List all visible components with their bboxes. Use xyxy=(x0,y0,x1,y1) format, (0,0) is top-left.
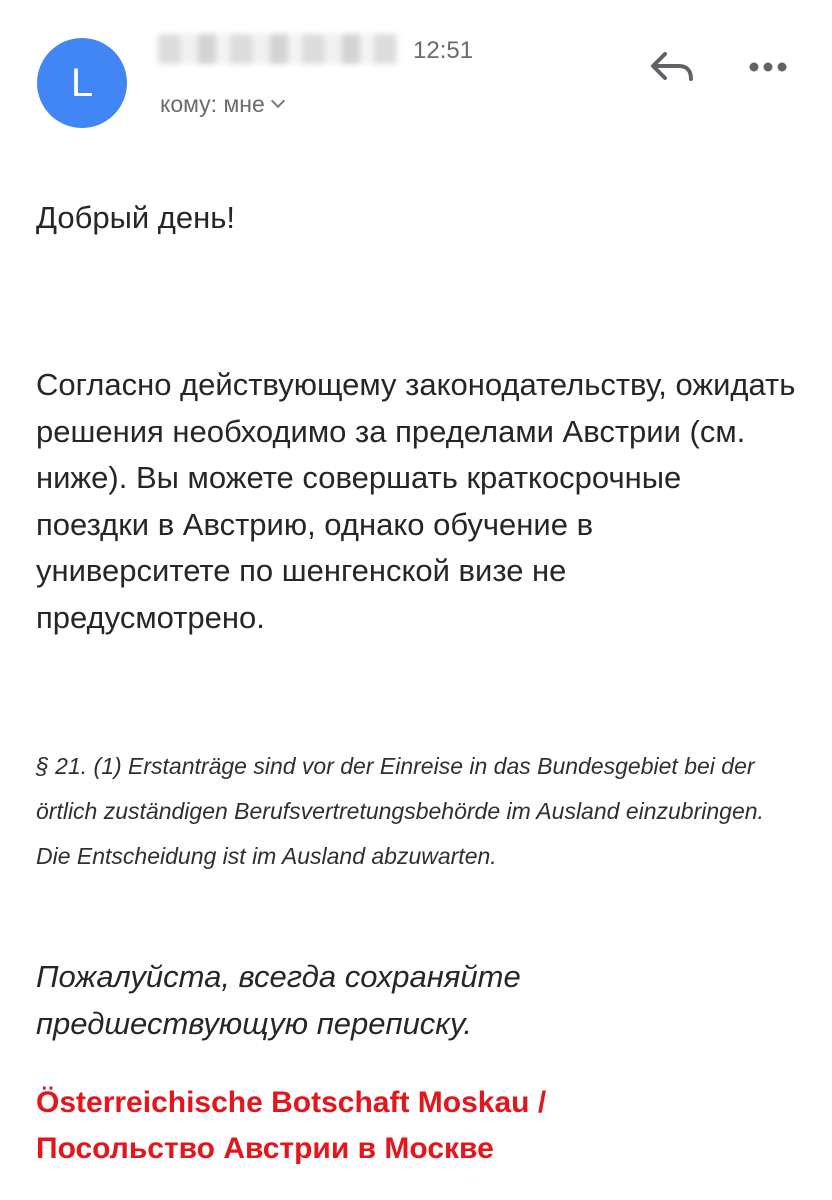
recipient-label: кому: мне xyxy=(160,91,265,117)
signature-line-german: Österreichische Botschaft Moskau / xyxy=(36,1086,547,1119)
message-time: 12:51 xyxy=(413,37,474,64)
signature-line-russian: Посольство Австрии в Москве xyxy=(36,1132,494,1165)
reply-arrow-icon xyxy=(645,40,701,96)
more-horizontal-icon xyxy=(745,40,795,96)
chevron-down-icon xyxy=(271,94,285,108)
more-options-button[interactable] xyxy=(745,40,795,96)
main-paragraph: Согласно действующему законодательству, ожидать решения необходимо за пределами Австрии (см. ниже). Вы можете совершать краткосрочные поездки в Австрию, однако обучение в университете по шенгенской визе не предусмотрено. xyxy=(36,367,796,635)
embassy-signature xyxy=(36,1080,796,1172)
reply-button[interactable] xyxy=(645,40,701,96)
sender-avatar[interactable]: L xyxy=(37,38,127,128)
greeting-text: Добрый день! xyxy=(36,200,236,235)
legal-quote: § 21. (1) Erstanträge sind vor der Einreise in das Bundesgebiet bei der örtlich zuständigen Berufsvertretungsbehörde im Ausland einzubringen. Die Entscheidung ist im Ausland abzuwarten. xyxy=(36,753,764,869)
message-header xyxy=(0,0,832,150)
sender-name-redacted xyxy=(158,34,398,64)
correspondence-request: Пожалуйста, всегда сохраняйте предшествующую переписку. xyxy=(36,959,521,1041)
recipient-toggle[interactable] xyxy=(160,88,283,120)
